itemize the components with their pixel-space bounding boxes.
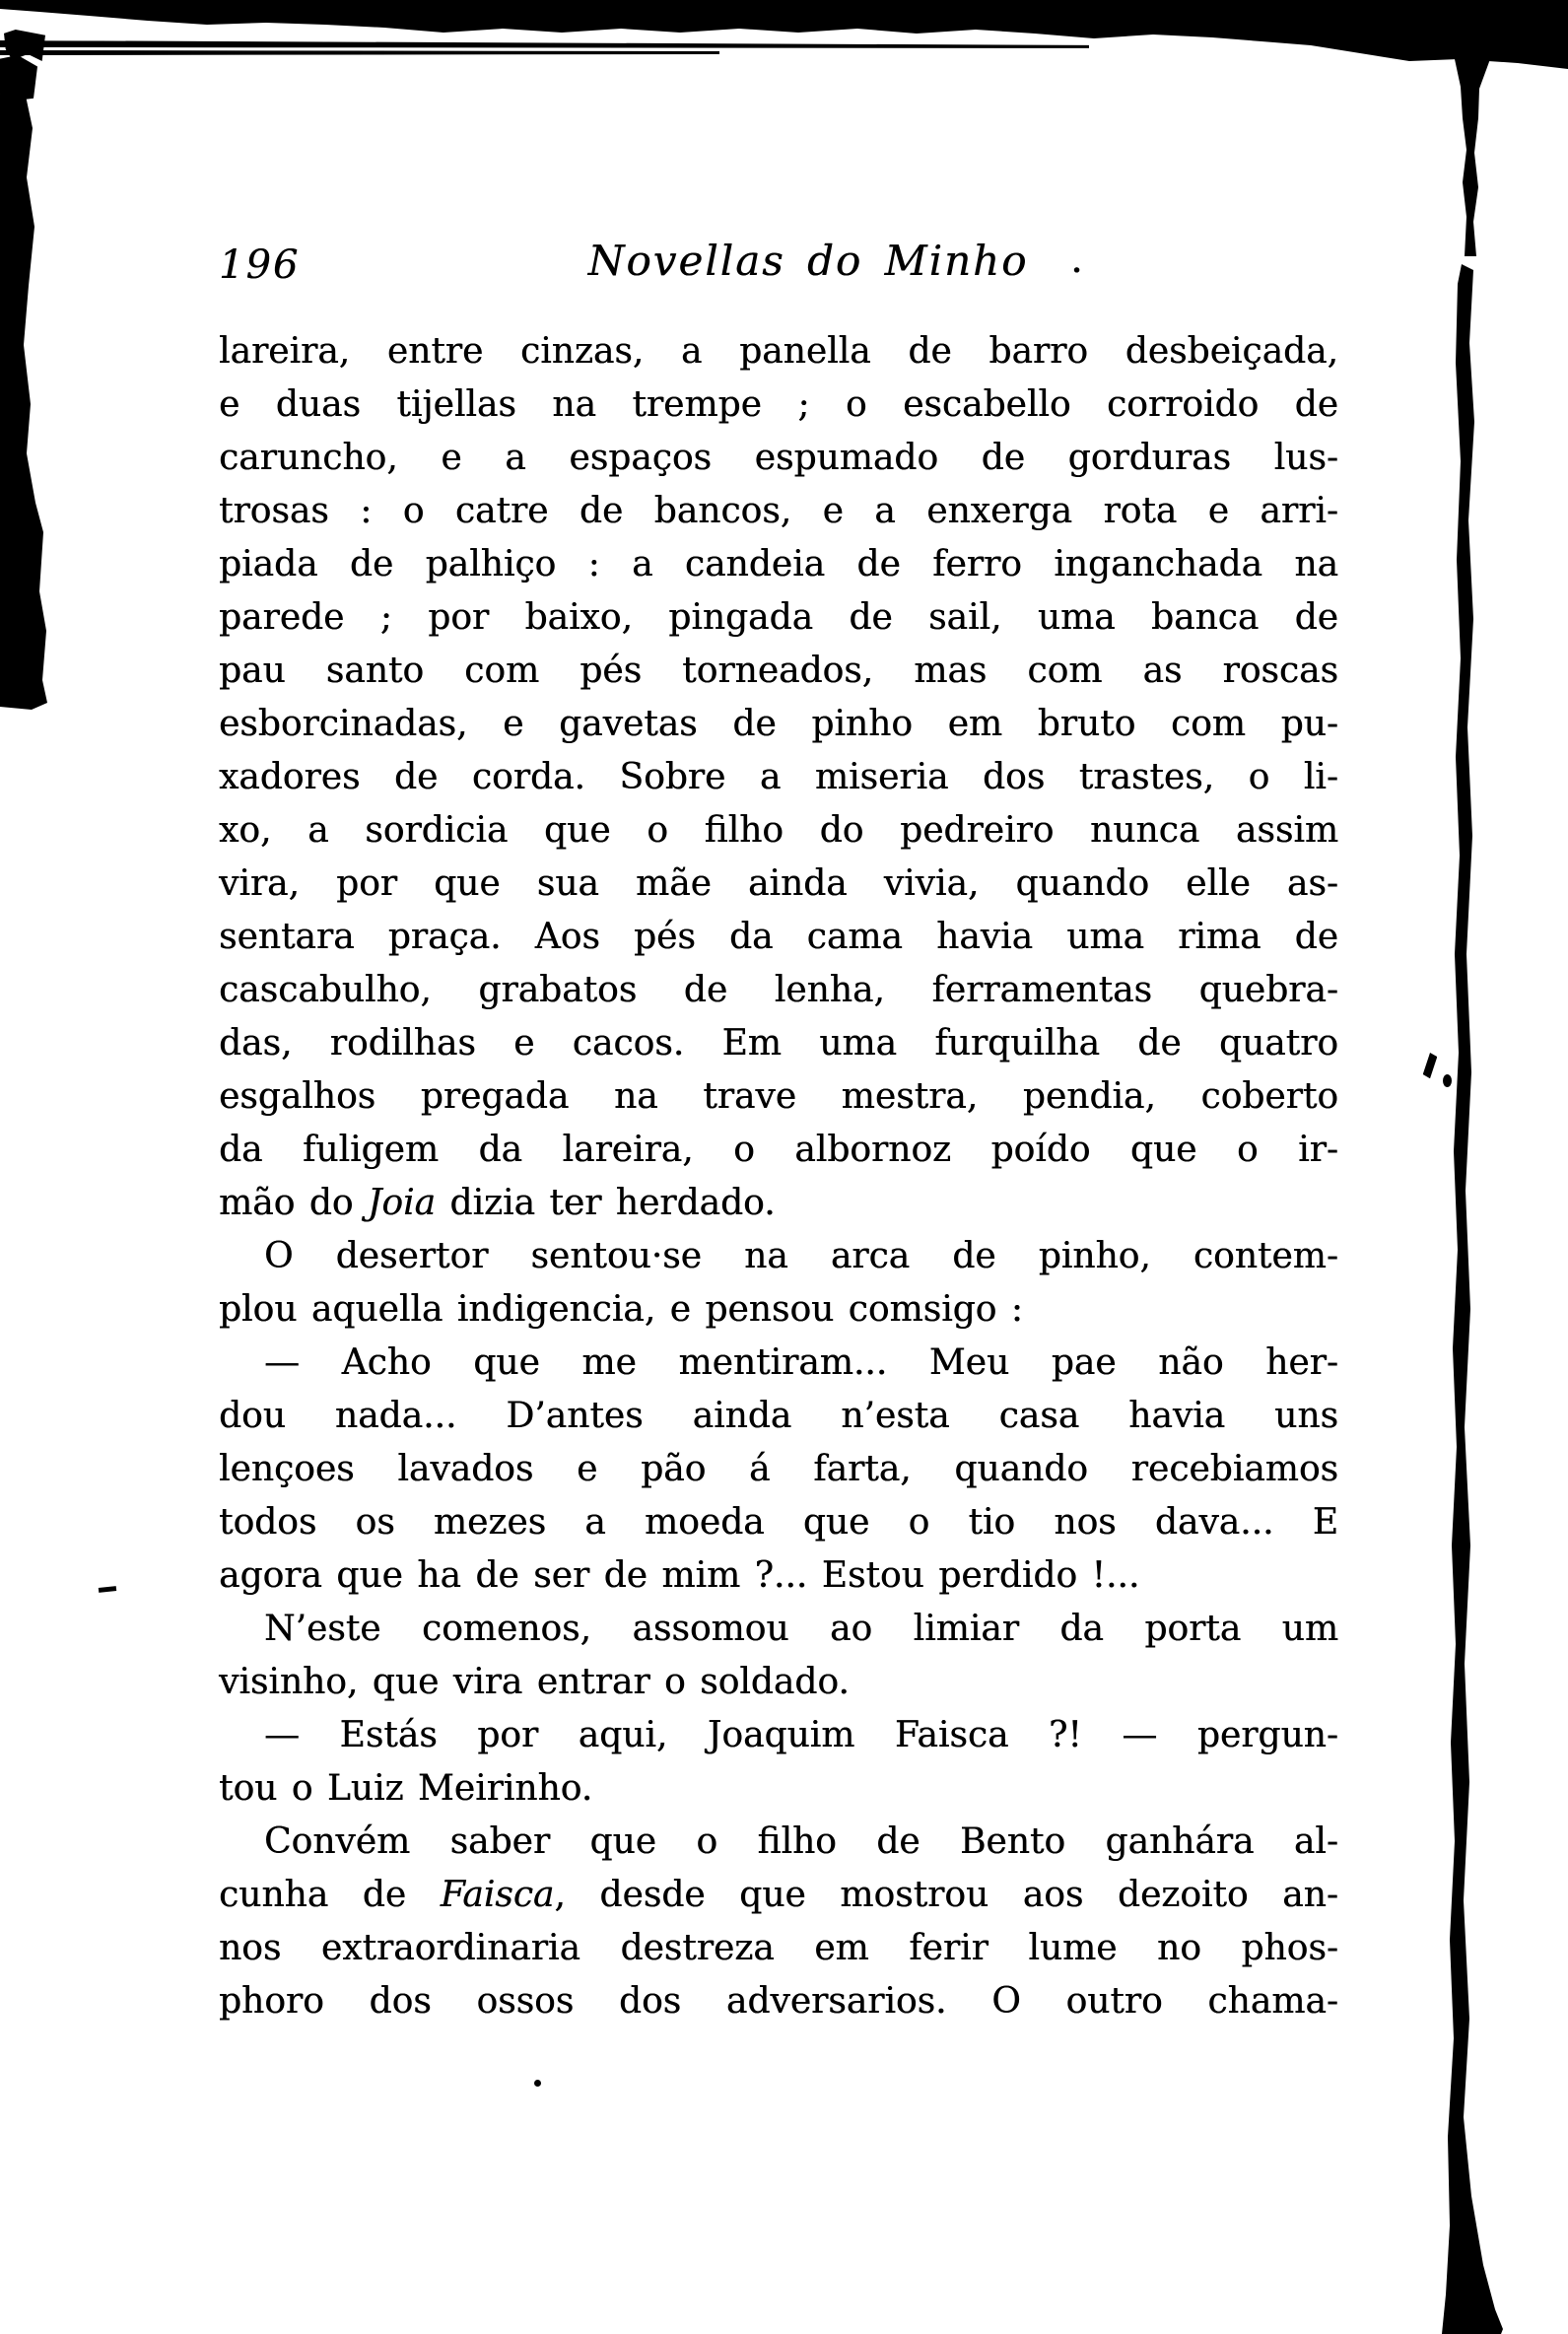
text-line: parede ; por baixo, pingada de sail, uma banca de xyxy=(219,597,1338,638)
text-line: O desertor sentou·se na arca de pinho, contem- xyxy=(264,1236,1338,1276)
text-line: esborcinadas, e gavetas de pinho em bruto com pu- xyxy=(219,704,1338,744)
text-line: xadores de corda. Sobre a miseria dos trastes, o li- xyxy=(219,757,1338,797)
text-line: cascabulho, grabatos de lenha, ferramentas quebra- xyxy=(219,970,1338,1010)
text-line: visinho, que vira entrar o soldado. xyxy=(219,1662,850,1702)
scan-artifact-binding-line-lower xyxy=(1434,264,1505,2334)
text-line: tou o Luiz Meirinho. xyxy=(219,1768,593,1809)
running-title: Novellas do Minho xyxy=(587,237,1029,285)
text-line: piada de palhiço : a candeia de ferro inganchada na xyxy=(219,544,1338,584)
scan-artifact-left-blob xyxy=(0,55,39,101)
text-line: lençoes lavados e pão á farta, quando recebiamos xyxy=(219,1449,1338,1489)
body-text xyxy=(219,325,1338,2028)
text-line: nos extraordinaria destreza em ferir lume no phos- xyxy=(219,1928,1338,1968)
text-line: vira, por que sua mãe ainda vivia, quando elle as- xyxy=(219,863,1338,904)
text-line: pau santo com pés torneados, mas com as roscas xyxy=(219,651,1338,691)
page-number: 196 xyxy=(219,242,301,288)
text-line: Convém saber que o filho de Bento ganhára al- xyxy=(264,1821,1338,1862)
title-stray-mark: . xyxy=(1070,237,1083,282)
text-line: da fuligem da lareira, o albornoz poído que o ir- xyxy=(219,1130,1338,1170)
text-line: agora que ha de ser de mim ?... Estou perdido !... xyxy=(219,1555,1140,1596)
text-line: — Acho que me mentiram... Meu pae não her- xyxy=(264,1342,1338,1383)
text-line: — Estás por aqui, Joaquim Faisca ?! — pergun- xyxy=(264,1715,1338,1755)
scan-artifact-left-band xyxy=(0,94,59,710)
text-line: sentara praça. Aos pés da cama havia uma rima de xyxy=(219,917,1338,957)
text-line: xo, a sordicia que o filho do pedreiro nunca assim xyxy=(219,810,1338,851)
text-line: todos os mezes a moeda que o tio nos dava... E xyxy=(219,1502,1338,1543)
text-line: phoro dos ossos dos adversarios. O outro chama- xyxy=(219,1981,1338,2022)
scan-artifact-corner-blob xyxy=(4,30,45,61)
text-line: plou aquella indigencia, e pensou comsigo : xyxy=(219,1289,1023,1330)
scan-artifact-top-rule-2 xyxy=(0,50,719,55)
scan-artifact-binding-line-upper xyxy=(1449,59,1490,256)
scan-artifact-tick-2 xyxy=(1443,1074,1452,1087)
text-line: esgalhos pregada na trave mestra, pendia, coberto xyxy=(219,1076,1338,1117)
text-line: das, rodilhas e cacos. Em uma furquilha de quatro xyxy=(219,1023,1338,1064)
text-line: dou nada... D’antes ainda n’esta casa havia uns xyxy=(219,1396,1338,1436)
text-line: e duas tijellas na trempe ; o escabello corroido de xyxy=(219,384,1338,425)
text-line: mão do Joia dizia ter herdado. xyxy=(219,1183,776,1223)
text-line: N’este comenos, assomou ao limiar da porta um xyxy=(264,1609,1338,1649)
scan-artifact-bottom-dot xyxy=(534,2080,541,2087)
text-line: cunha de Faisca, desde que mostrou aos dezoito an- xyxy=(219,1875,1338,1915)
scan-artifact-top-rule xyxy=(0,40,1089,50)
scan-artifact-top-band xyxy=(0,0,1568,71)
text-line: caruncho, e a espaços espumado de gorduras lus- xyxy=(219,438,1338,478)
scan-artifact-margin-dash xyxy=(99,1586,116,1593)
scan-artifact-tick xyxy=(1421,1052,1437,1079)
text-line: lareira, entre cinzas, a panella de barro desbeiçada, xyxy=(219,331,1338,372)
text-line: trosas : o catre de bancos, e a enxerga rota e arri- xyxy=(219,491,1338,531)
